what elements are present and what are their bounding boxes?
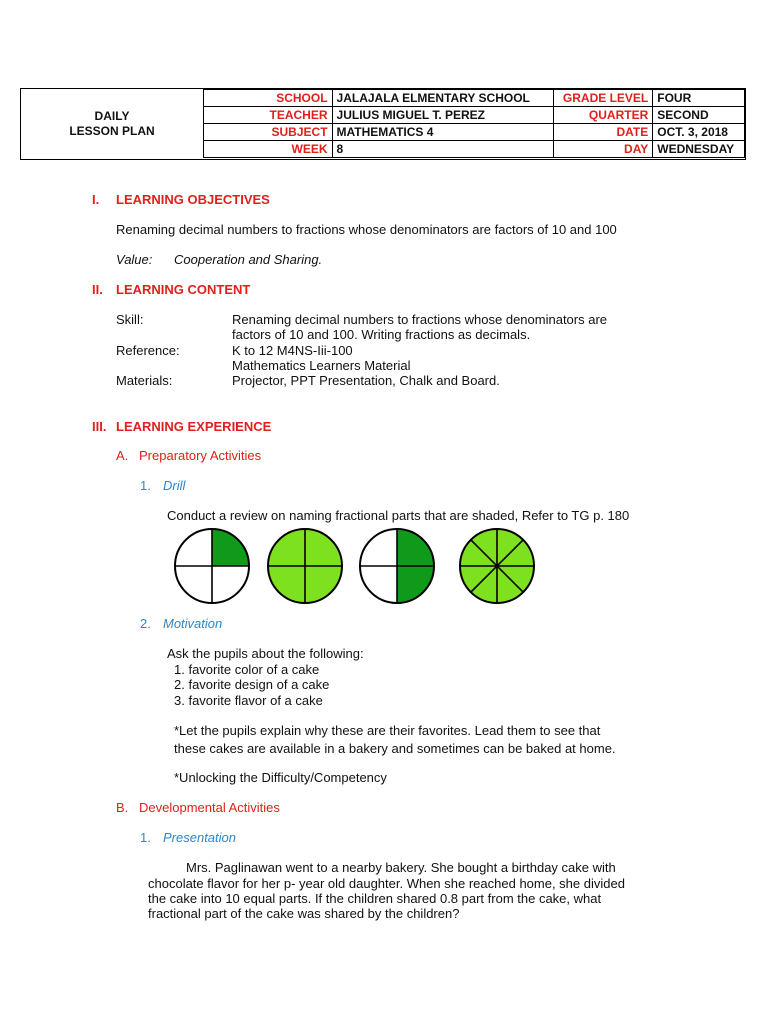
drill-title: Drill bbox=[163, 478, 186, 493]
section-2-number: II. bbox=[92, 282, 103, 297]
date-value: OCT. 3, 2018 bbox=[653, 124, 745, 141]
teacher-value: JULIUS MIGUEL T. PEREZ bbox=[332, 107, 554, 124]
fraction-circle-four-fourths bbox=[265, 526, 345, 606]
teacher-label: TEACHER bbox=[204, 107, 333, 124]
quarter-label: QUARTER bbox=[554, 107, 653, 124]
presentation-title: Presentation bbox=[163, 830, 236, 845]
header-row-week bbox=[204, 141, 745, 158]
fraction-circle-one-fourth bbox=[172, 526, 252, 606]
document-title bbox=[21, 89, 203, 159]
section-3-title: LEARNING EXPERIENCE bbox=[116, 419, 272, 434]
motivation-note-line-2: these cakes are available in a bakery and sometimes can be baked at home. bbox=[174, 741, 616, 756]
title-line-1: DAILY bbox=[94, 109, 130, 123]
week-value: 8 bbox=[332, 141, 554, 158]
school-value: JALAJALA ELMENTARY SCHOOL bbox=[332, 90, 554, 107]
subsection-b-title: Developmental Activities bbox=[139, 800, 280, 815]
story-line-3: the cake into 10 equal parts. If the children shared 0.8 part from the cake, what bbox=[148, 891, 602, 906]
date-label: DATE bbox=[554, 124, 653, 141]
subsection-a-title: Preparatory Activities bbox=[139, 448, 262, 463]
header-row-teacher bbox=[204, 107, 745, 124]
motivation-title: Motivation bbox=[163, 616, 223, 631]
value-label: Value: bbox=[116, 252, 153, 267]
drill-number: 1. bbox=[140, 478, 151, 493]
unlocking-difficulty: *Unlocking the Difficulty/Competency bbox=[174, 770, 387, 785]
skill-label: Skill: bbox=[116, 312, 144, 327]
objective-text: Renaming decimal numbers to fractions whose denominators are factors of 10 and 100 bbox=[116, 222, 617, 237]
story-line-2: chocolate flavor for her p- year old daughter. When she reached home, she divided bbox=[148, 876, 625, 891]
drill-text: Conduct a review on naming fractional parts that are shaded, Refer to TG p. 180 bbox=[167, 508, 630, 523]
reference-line-1: K to 12 M4NS-Iii-100 bbox=[232, 343, 353, 358]
motivation-item: 3. favorite flavor of a cake bbox=[174, 693, 323, 708]
week-label: WEEK bbox=[204, 141, 333, 158]
title-line-2: LESSON PLAN bbox=[69, 124, 155, 138]
skill-line-2: factors of 10 and 100. Writing fractions as decimals. bbox=[232, 327, 531, 342]
motivation-item: 2. favorite design of a cake bbox=[174, 677, 330, 692]
subject-value: MATHEMATICS 4 bbox=[332, 124, 554, 141]
subsection-b-letter: B. bbox=[116, 800, 129, 815]
materials-label: Materials: bbox=[116, 373, 173, 388]
motivation-note-line-1: *Let the pupils explain why these are their favorites. Lead them to see that bbox=[174, 723, 601, 738]
presentation-number: 1. bbox=[140, 830, 151, 845]
section-1-number: I. bbox=[92, 192, 100, 207]
materials-text: Projector, PPT Presentation, Chalk and Board. bbox=[232, 373, 500, 388]
header-table bbox=[20, 88, 746, 160]
day-label: DAY bbox=[554, 141, 653, 158]
header-info-grid bbox=[203, 89, 745, 158]
motivation-intro: Ask the pupils about the following: bbox=[167, 646, 364, 661]
skill-line-1: Renaming decimal numbers to fractions whose denominators are bbox=[232, 312, 608, 327]
quarter-value: SECOND bbox=[653, 107, 745, 124]
subsection-a-letter: A. bbox=[116, 448, 129, 463]
reference-label: Reference: bbox=[116, 343, 180, 358]
subject-label: SUBJECT bbox=[204, 124, 333, 141]
header-row-school bbox=[204, 90, 745, 107]
section-1-title: LEARNING OBJECTIVES bbox=[116, 192, 270, 207]
story-line-4: fractional part of the cake was shared by the children? bbox=[148, 906, 460, 921]
school-label: SCHOOL bbox=[204, 90, 333, 107]
motivation-item: 1. favorite color of a cake bbox=[174, 662, 320, 677]
section-3-number: III. bbox=[92, 419, 107, 434]
day-value: WEDNESDAY bbox=[653, 141, 745, 158]
value-text: Cooperation and Sharing. bbox=[174, 252, 323, 267]
fraction-circle-eight-eighths bbox=[457, 526, 537, 606]
motivation-number: 2. bbox=[140, 616, 151, 631]
grade-level-label: GRADE LEVEL bbox=[554, 90, 653, 107]
header-row-subject bbox=[204, 124, 745, 141]
story-line-1: Mrs. Paglinawan went to a nearby bakery. She bought a birthday cake with bbox=[186, 860, 616, 875]
section-2-title: LEARNING CONTENT bbox=[116, 282, 251, 297]
grade-level-value: FOUR bbox=[653, 90, 745, 107]
reference-line-2: Mathematics Learners Material bbox=[232, 358, 411, 373]
fraction-circle-two-fourths bbox=[357, 526, 437, 606]
